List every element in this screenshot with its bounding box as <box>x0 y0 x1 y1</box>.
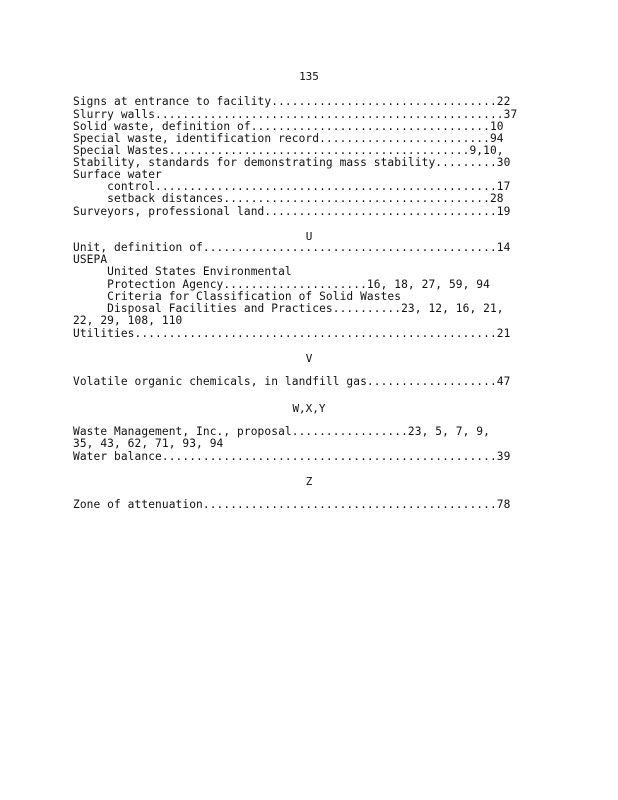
index-entry: Surveyors, professional land..................................19 <box>73 205 511 218</box>
index-entry: Slurry walls...................................................37 <box>73 108 518 121</box>
index-entry: Special Wastes............................................9,10, <box>73 144 504 157</box>
index-subentry: control..................................................17 <box>73 180 511 193</box>
section-heading-v: V <box>305 352 313 365</box>
index-subentry: United States Environmental <box>73 265 292 278</box>
section-heading-z: Z <box>305 475 313 488</box>
index-entry: Utilities.....................................................21 <box>73 327 511 340</box>
index-entry: Solid waste, definition of...................................10 <box>73 120 504 133</box>
index-entry: Surface water <box>73 168 162 181</box>
index-subentry: Disposal Facilities and Practices..........23, 12, 16, 21, <box>73 302 504 315</box>
index-entry: Water balance.................................................39 <box>73 450 511 463</box>
section-heading-u: U <box>305 230 313 243</box>
index-entry: Stability, standards for demonstrating mass stability.........30 <box>73 156 511 169</box>
index-entry: Special waste, identification record.........................94 <box>73 132 504 145</box>
index-subentry: Criteria for Classification of Solid Wastes <box>73 290 402 303</box>
index-entry: Zone of attenuation...........................................78 <box>73 498 511 511</box>
index-entry: Waste Management, Inc., proposal.................23, 5, 7, 9, <box>73 425 490 438</box>
index-subentry: setback distances.......................................28 <box>73 192 504 205</box>
index-subentry: Protection Agency.....................16, 18, 27, 59, 94 <box>73 278 490 291</box>
index-continuation: 35, 43, 62, 71, 93, 94 <box>73 437 224 450</box>
section-heading-wxy: W,X,Y <box>292 402 326 415</box>
index-entry: USEPA <box>73 253 108 266</box>
index-entry: Signs at entrance to facility.................................22 <box>73 95 511 108</box>
page-number: 135 <box>299 70 319 83</box>
index-entry: Unit, definition of...........................................14 <box>73 241 511 254</box>
index-entry: Volatile organic chemicals, in landfill gas...................47 <box>73 375 511 388</box>
index-continuation: 22, 29, 108, 110 <box>73 314 183 327</box>
